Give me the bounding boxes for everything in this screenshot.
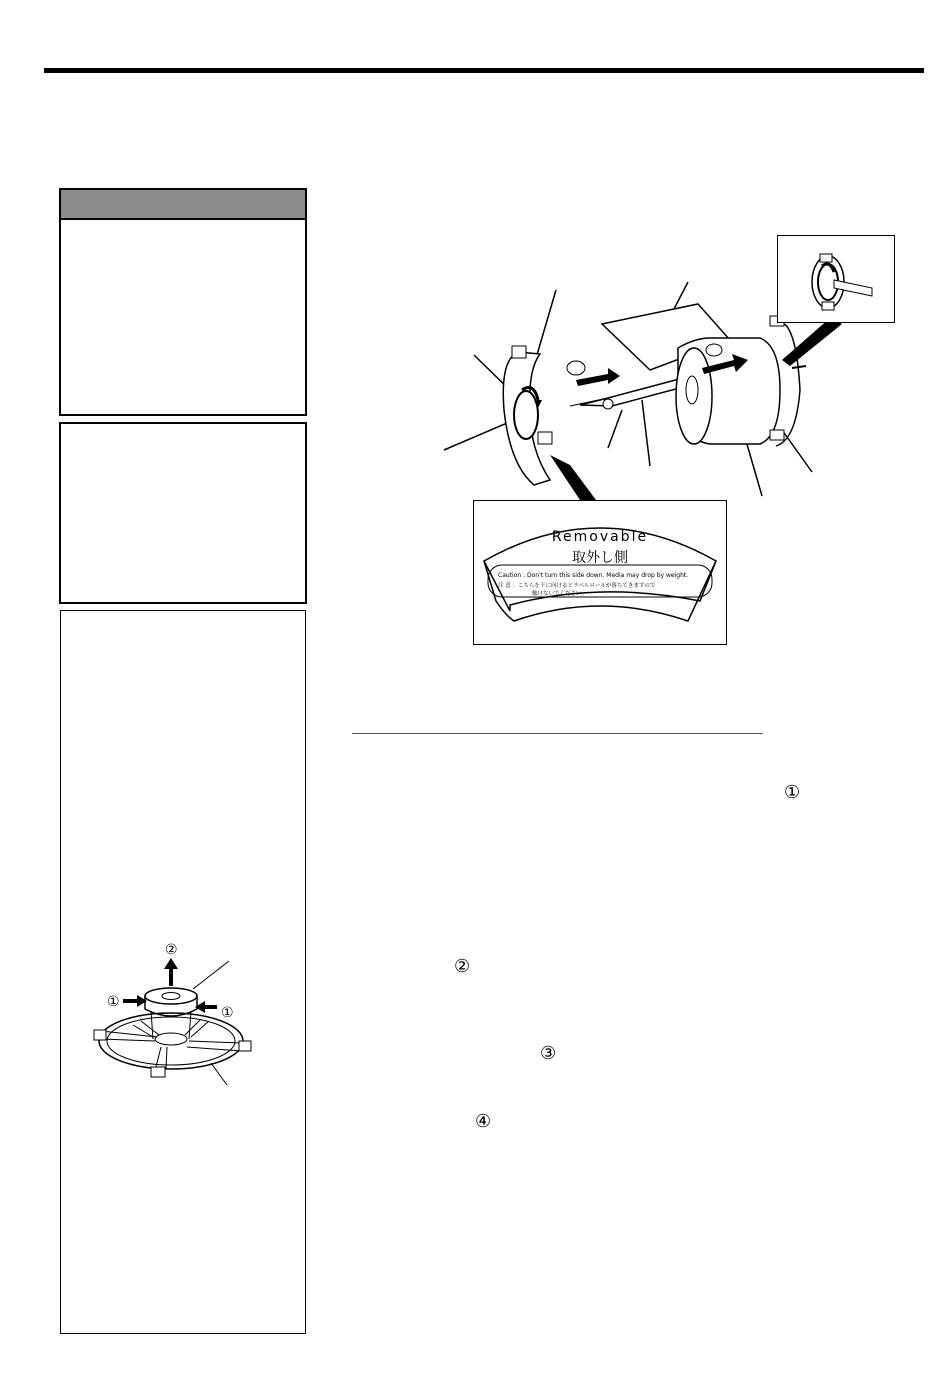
section-rule	[352, 733, 763, 734]
sticker-caution-en: Caution : Don't turn this side down. Media may drop by weight.	[498, 572, 689, 579]
sticker-caution-ja-2: 触けないでください。	[532, 591, 588, 597]
step-4-marker: ④	[475, 1111, 492, 1132]
holder-step-right: ①	[221, 1005, 234, 1021]
sticker-caution-ja-1: 注 意 ：こちらを下に向けるとラベルロールが落ちてきますので	[498, 583, 656, 589]
step-3-marker: ③	[540, 1043, 557, 1064]
sticker-title-en: Removable	[551, 529, 649, 545]
step-1-marker: ①	[784, 782, 801, 803]
media-holder-illustration	[61, 611, 305, 1333]
info-box	[59, 422, 307, 604]
note-header-bar	[61, 190, 305, 220]
inset-detail	[777, 235, 895, 323]
holder-step-left: ①	[107, 994, 120, 1010]
instruction-box	[60, 610, 306, 1334]
step-2-marker: ②	[454, 956, 471, 977]
note-box	[59, 188, 307, 416]
holder-step-up: ②	[165, 942, 178, 958]
removable-sticker-card	[473, 500, 727, 645]
header-rule	[44, 68, 924, 73]
inset-holder-drawing	[778, 236, 894, 322]
sticker-title-ja: 取外し側	[572, 550, 628, 566]
